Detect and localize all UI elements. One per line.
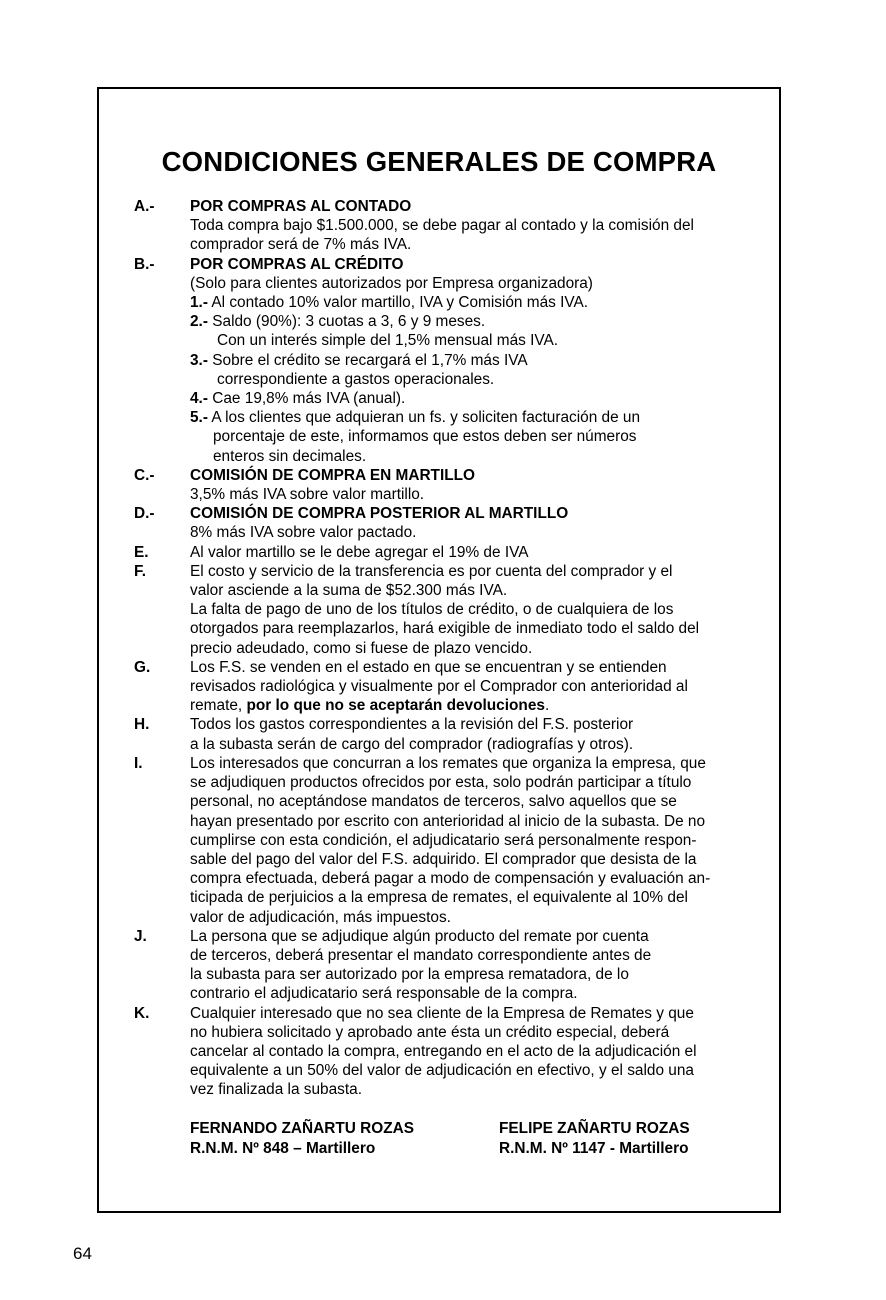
section-i bbox=[134, 754, 764, 927]
section-line: Todos los gastos correspondientes a la revisión del F.S. posterior bbox=[190, 716, 634, 734]
section-line: Toda compra bajo $1.500.000, se debe pagar al contado y la comisión del bbox=[190, 217, 694, 235]
section-c bbox=[134, 466, 764, 504]
item-text-continued: Con un interés simple del 1,5% mensual más IVA. bbox=[217, 332, 559, 350]
page-number: 64 bbox=[73, 1244, 92, 1263]
section-line: cumplirse con esta condición, el adjudicatario será personalmente respon- bbox=[190, 831, 697, 849]
section-line: a la subasta serán de cargo del comprador (radiografías y otros). bbox=[190, 735, 634, 753]
credit-item-4 bbox=[190, 389, 764, 408]
section-line: contrario el adjudicatario será responsable de la compra. bbox=[190, 985, 578, 1003]
credit-item-1 bbox=[190, 293, 764, 312]
section-letter: I. bbox=[134, 754, 143, 772]
conditions-list bbox=[134, 197, 764, 1100]
item-text: Al contado 10% valor martillo, IVA y Comisión más IVA. bbox=[211, 294, 589, 312]
section-d bbox=[134, 504, 764, 542]
section-line: equivalente a un 50% del valor de adjudicación en efectivo, y el saldo una bbox=[190, 1062, 694, 1080]
section-heading: COMISIÓN DE COMPRA EN MARTILLO bbox=[190, 466, 476, 484]
section-h bbox=[134, 715, 764, 753]
signature-fernando bbox=[190, 1119, 414, 1159]
section-e bbox=[134, 543, 764, 562]
no-returns-emphasis: por lo que no se aceptarán devoluciones bbox=[246, 697, 545, 715]
line-suffix: . bbox=[544, 697, 550, 715]
item-text-continued: correspondiente a gastos operacionales. bbox=[217, 370, 495, 388]
section-letter: G. bbox=[134, 658, 151, 676]
section-line: 3,5% más IVA sobre valor martillo. bbox=[190, 486, 425, 504]
section-line: sable del pago del valor del F.S. adquirido. El comprador que desista de la bbox=[190, 850, 697, 868]
section-line bbox=[190, 696, 764, 715]
section-line: otorgados para reemplazarlos, hará exigible de inmediato todo el saldo del bbox=[190, 620, 700, 638]
section-line: compra efectuada, deberá pagar a modo de compensación y evaluación an- bbox=[190, 870, 711, 888]
line-prefix: remate, bbox=[190, 697, 247, 715]
item-number: 2.- bbox=[190, 313, 208, 331]
section-line: comprador será de 7% más IVA. bbox=[190, 236, 412, 254]
section-line: de terceros, deberá presentar el mandato correspondiente antes de bbox=[190, 946, 652, 964]
section-b bbox=[134, 255, 764, 466]
item-text: Cae 19,8% más IVA (anual). bbox=[212, 390, 406, 408]
section-heading: COMISIÓN DE COMPRA POSTERIOR AL MARTILLO bbox=[190, 505, 569, 523]
section-g bbox=[134, 658, 764, 716]
section-line: hayan presentado por escrito con anterioridad al inicio de la subasta. De no bbox=[190, 812, 706, 830]
signature-title: R.N.M. Nº 848 – Martillero bbox=[190, 1140, 376, 1157]
item-number: 1.- bbox=[190, 294, 208, 312]
section-line: Los interesados que concurran a los remates que organiza la empresa, que bbox=[190, 754, 706, 772]
section-letter: H. bbox=[134, 716, 150, 734]
section-line: personal, no aceptándose mandatos de terceros, salvo aquellos que se bbox=[190, 793, 677, 811]
page-title: CONDICIONES GENERALES DE COMPRA bbox=[161, 146, 717, 177]
item-text: Saldo (90%): 3 cuotas a 3, 6 y 9 meses. bbox=[212, 313, 486, 331]
signature-title: R.N.M. Nº 1147 - Martillero bbox=[499, 1140, 689, 1157]
section-line: valor de adjudicación, más impuestos. bbox=[190, 908, 451, 926]
section-line: Los F.S. se venden en el estado en que se encuentran y se entienden bbox=[190, 658, 667, 676]
section-letter: F. bbox=[134, 562, 146, 580]
section-line: no hubiera solicitado y aprobado ante ésta un crédito especial, deberá bbox=[190, 1023, 670, 1041]
item-number: 3.- bbox=[190, 351, 208, 369]
item-text: Sobre el crédito se recargará el 1,7% más IVA bbox=[212, 351, 528, 369]
item-number: 4.- bbox=[190, 390, 208, 408]
section-a bbox=[134, 197, 764, 255]
section-line: La falta de pago de uno de los títulos de crédito, o de cualquiera de los bbox=[190, 601, 674, 619]
section-letter: K. bbox=[134, 1004, 150, 1022]
section-line: cancelar al contado la compra, entregando en el acto de la adjudicación el bbox=[190, 1042, 697, 1060]
section-line: valor asciende a la suma de $52.300 más IVA. bbox=[190, 582, 508, 600]
item-number: 5.- bbox=[190, 409, 208, 427]
section-k bbox=[134, 1004, 764, 1100]
item-text-continued: porcentaje de este, informamos que estos deben ser números bbox=[213, 428, 637, 446]
section-f bbox=[134, 562, 764, 658]
section-line: la subasta para ser autorizado por la empresa rematadora, de lo bbox=[190, 966, 629, 984]
section-line: revisados radiológica y visualmente por el Comprador con anterioridad al bbox=[190, 678, 688, 696]
section-line: se adjudiquen productos ofrecidos por esta, solo podrán participar a título bbox=[190, 774, 692, 792]
section-heading: POR COMPRAS AL CONTADO bbox=[190, 198, 412, 215]
item-text: A los clientes que adquieran un fs. y soliciten facturación de un bbox=[211, 409, 641, 427]
section-line: precio adeudado, como si fuese de plazo vencido. bbox=[190, 639, 533, 657]
signature-felipe bbox=[499, 1119, 690, 1159]
section-j bbox=[134, 927, 764, 1004]
section-letter: B.- bbox=[134, 255, 155, 273]
item-text-continued: enteros sin decimales. bbox=[213, 447, 367, 465]
section-letter: C.- bbox=[134, 466, 155, 484]
section-line: El costo y servicio de la transferencia es por cuenta del comprador y el bbox=[190, 562, 673, 580]
signature-name: FERNANDO ZAÑARTU ROZAS bbox=[190, 1120, 415, 1137]
credit-item-2 bbox=[190, 312, 764, 331]
section-line: Al valor martillo se le debe agregar el 19% de IVA bbox=[190, 543, 529, 561]
section-letter: A.- bbox=[134, 198, 155, 215]
section-letter: D.- bbox=[134, 505, 155, 523]
signature-name: FELIPE ZAÑARTU ROZAS bbox=[499, 1120, 690, 1137]
section-line: ticipada de perjuicios a la empresa de remates, el equivalente al 10% del bbox=[190, 889, 688, 907]
credit-item-5 bbox=[190, 408, 764, 427]
section-line: 8% más IVA sobre valor pactado. bbox=[190, 524, 417, 542]
section-heading: POR COMPRAS AL CRÉDITO bbox=[190, 255, 404, 273]
section-letter: J. bbox=[134, 927, 147, 945]
section-letter: E. bbox=[134, 543, 149, 561]
section-line: La persona que se adjudique algún producto del remate por cuenta bbox=[190, 927, 649, 945]
section-line: vez finalizada la subasta. bbox=[190, 1081, 362, 1099]
section-note: (Solo para clientes autorizados por Empresa organizadora) bbox=[190, 274, 593, 292]
section-line: Cualquier interesado que no sea cliente de la Empresa de Remates y que bbox=[190, 1004, 694, 1022]
credit-item-3 bbox=[190, 351, 764, 370]
